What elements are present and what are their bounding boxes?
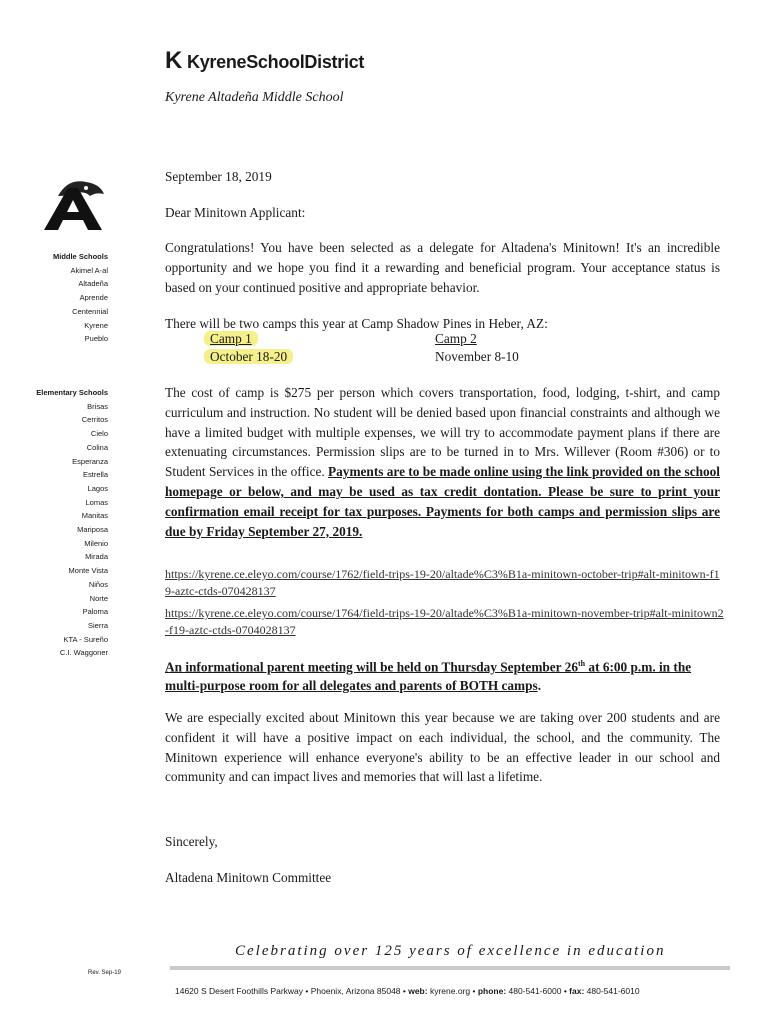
sidebar-item: KTA - Sureño	[63, 634, 108, 644]
sidebar-item: Brisas	[87, 401, 108, 411]
payment-link-november[interactable]: https://kyrene.ce.eleyo.com/course/1764/field-trips-19-20/altade%C3%B1a-minitown-november-trip#alt-minitown2-f19-aztc-ctds-0704028137	[165, 606, 724, 637]
payment-link-october[interactable]: https://kyrene.ce.eleyo.com/course/1762/field-trips-19-20/altade%C3%B1a-minitown-october-trip#alt-minitown-f19-aztc-ctds-070428137	[165, 567, 720, 598]
footer-divider	[170, 966, 730, 970]
camp-dates: October 18-20	[204, 349, 293, 364]
meeting-end: .	[537, 678, 542, 694]
sidebar-header: Middle Schools	[52, 252, 108, 261]
meeting-text-a: An informational parent meeting will be held on Thursday September 26	[165, 659, 578, 675]
paragraph-congratulations: Congratulations! You have been selected as a delegate for Altadena's Minitown! It's an incredible opportunity and we hope you find it a rewarding and beneficial program. Your acceptance status is based on your continued positive and appropriate behavior.	[165, 240, 720, 295]
signature: Altadena Minitown Committee	[165, 870, 332, 885]
footer-contact	[175, 986, 640, 996]
sidebar-item: Esperanza	[72, 456, 108, 466]
footer-fax: 480-541-6010	[584, 986, 640, 996]
paragraph-cost	[165, 383, 720, 541]
sidebar-item: Sierra	[87, 620, 108, 630]
sidebar-item: Niños	[88, 579, 108, 589]
camp-name: Camp 2	[435, 331, 477, 346]
meeting-sup: th	[577, 659, 586, 668]
logo-mark-icon: K	[165, 47, 183, 74]
revision-note: Rev. Sep-19	[88, 970, 121, 976]
sidebar-item: Lomas	[85, 497, 108, 507]
sidebar-item: Pueblo	[84, 334, 108, 344]
sidebar-header: Elementary Schools	[36, 388, 108, 397]
footer-phone-label: phone:	[477, 986, 507, 996]
sidebar-item: Lagos	[87, 483, 108, 493]
paragraph-camps-intro: There will be two camps this year at Camp Shadow Pines in Heber, AZ:	[165, 316, 548, 331]
payment-instructions: Payments are to be made online using the link provided on the school homepage or below, and may be used as tax credit dontation. Please be sure to print your confirmation email receipt for tax purposes. Payments for both camps and permission slips are due by Friday September 27, 2019.	[165, 464, 720, 539]
sidebar-item: Altadeña	[78, 279, 108, 289]
footer-fax-label: fax:	[569, 986, 585, 996]
meeting-text-b: at 6:00 p.m. in the multi-purpose room for all delegates and parents of BOTH camps	[165, 659, 692, 694]
sidebar-item: Manitas	[81, 511, 108, 521]
camp-2	[435, 330, 519, 366]
footer-web-label: web:	[408, 986, 428, 996]
middle-schools-list	[20, 250, 108, 346]
camp-name: Camp 1	[204, 331, 258, 346]
salutation: Dear Minitown Applicant:	[165, 205, 306, 220]
mascot-logo-icon	[38, 176, 120, 232]
sidebar-item: Mariposa	[77, 525, 108, 535]
sidebar-item: Colina	[86, 442, 108, 452]
camp-1	[210, 330, 293, 366]
logo-text: KyreneSchoolDistrict	[187, 52, 365, 72]
footer-web: kyrene.org •	[427, 986, 478, 996]
letter-date: September 18, 2019	[165, 169, 272, 184]
elementary-schools-list	[20, 386, 108, 660]
cost-text: The cost of camp is $275 per person which covers transportation, food, lodging, t-shirt, and camp curriculum and instruction. No student will be denied based upon financial constraints and although we have a limited budget with multiple expenses, we will try to accommodate payment plans if there are extenuating circumstances. Permission slips are to be turned in to Mrs. Willever (Room #306) or to Student Services in the office.	[165, 385, 720, 480]
sidebar-item: Cielo	[90, 429, 108, 439]
school-name: Kyrene Altadeña Middle School	[165, 90, 344, 105]
sidebar-item: Monte Vista	[68, 566, 108, 576]
sidebar-item: Aprende	[79, 293, 108, 303]
sidebar-item: C.I. Waggoner	[59, 648, 108, 658]
sidebar-item: Akimel A-al	[70, 265, 108, 275]
sidebar-item: Paloma	[82, 607, 108, 617]
sidebar-item: Centennial	[72, 306, 108, 316]
sidebar-item: Estrella	[82, 470, 108, 480]
sidebar-item: Kyrene	[84, 320, 108, 330]
closing: Sincerely,	[165, 834, 218, 849]
sidebar-item: Cerritos	[81, 415, 108, 425]
meeting-notice	[165, 654, 725, 695]
footer-address: 14620 S Desert Foothills Parkway • Phoenix, Arizona 85048 •	[175, 986, 409, 996]
sidebar-item: Norte	[89, 593, 108, 603]
paragraph-excited: We are especially excited about Minitown this year because we are taking over 200 students and are confident it will have a positive impact on each individual, the school, and the community. The Minitown experience will enhance everyone's ability to be an effective leader in our school and community and can impact lives and memories that will last a lifetime.	[165, 710, 720, 785]
sidebar-item: Milenio	[84, 538, 108, 548]
district-logo	[165, 47, 385, 77]
footer-motto: Celebrating over 125 years of excellence in education	[235, 943, 666, 959]
sidebar-item: Mirada	[85, 552, 108, 562]
footer-phone: 480-541-6000 •	[506, 986, 570, 996]
camp-dates: November 8-10	[435, 349, 519, 364]
